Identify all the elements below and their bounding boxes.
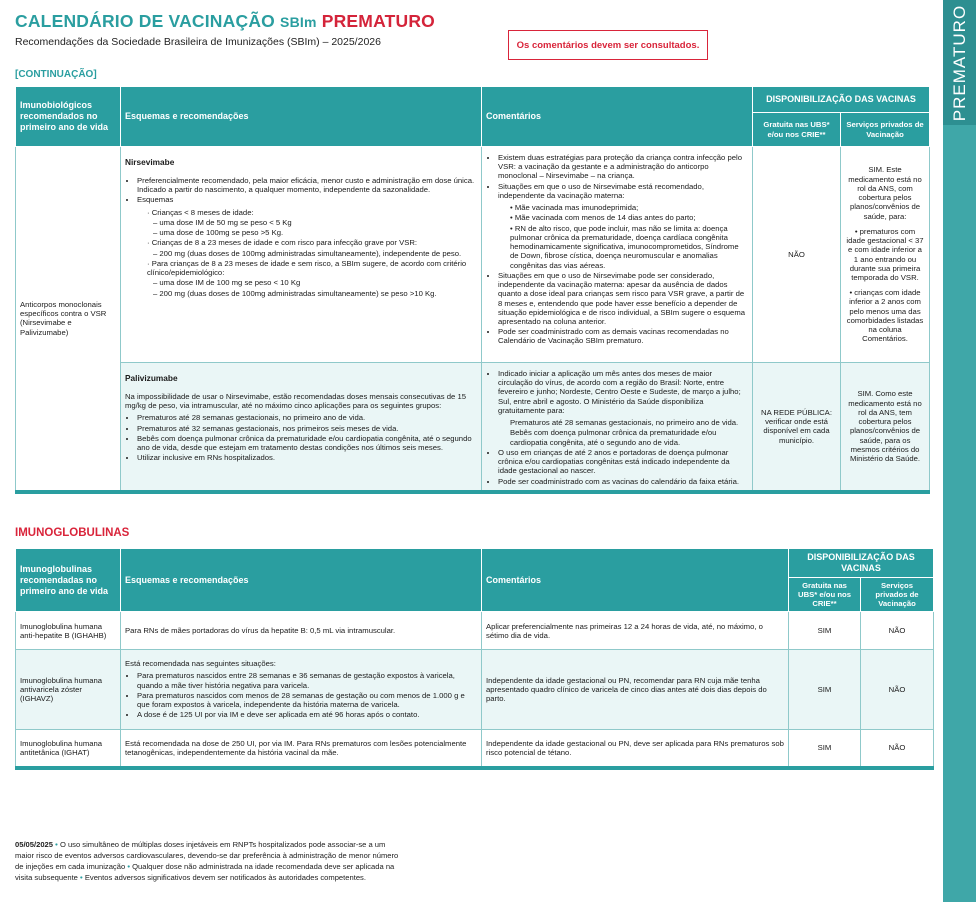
nirsevimabe-schemes	[121, 147, 482, 363]
side-tab-label: PREMATURO	[950, 4, 969, 122]
ig-scheme: Está recomendada na dose de 250 UI, por via IM. Para RNs prematuros com lesões potencialmente tetanogênicas, independentemente da história vacinal da mãe.	[121, 730, 482, 768]
palivizumabe-private: SIM. Como este medicamento está no rol da ANS, tem cobertura pelos planos/convênios de saúde, para os mesmos critérios do Ministério da Saúde.	[841, 363, 930, 492]
immunoglobulin-table	[15, 548, 934, 770]
list-item: • Indicado iniciar a aplicação um mês antes dos meses de maior circulação do vírus, de acordo com a região do Brasil: Norte, entre fevereiro e junho; Nordeste, Centro Oeste e Sudeste, de março a julho; Sul, entre abril e agosto. O Ministério da Saúde disponibiliza gratuitamente para: Prematuros até 28 semanas gestacionais, no primeiro ano de vida. Bebês com doença pulmonar crônica da prematuridade e/ou cardiopatia congênita, até o segundo ano de vida.	[498, 369, 748, 447]
continuation-label: [CONTINUAÇÃO]	[15, 69, 97, 80]
footer-notes	[15, 839, 400, 883]
t1-header-private: Serviços privados de Vacinação	[841, 113, 930, 147]
palivizumabe-schemes	[121, 363, 482, 492]
list-item: – uma dose de 100mg se peso >5 Kg.	[153, 228, 284, 238]
list-item: · Para crianças de 8 a 23 meses de idade e sem risco, a SBIm sugere, de acordo com critério clínico/epidemiológico:	[147, 258, 467, 278]
list-item: – 200 mg (duas doses de 100mg administradas simultaneamente), independente de peso.	[153, 248, 462, 258]
nirsevimabe-private	[841, 147, 930, 363]
list-item: • A dose é de 125 UI por via IM e deve ser aplicada em até 96 horas após o contato.	[137, 710, 477, 719]
list-item: · Crianças < 8 meses de idade:	[147, 207, 254, 217]
t2-header-ubs: Gratuita nas UBS* e/ou nos CRIE**	[789, 577, 861, 612]
side-band	[943, 0, 976, 902]
palivizumabe-intro: Na impossibilidade de usar o Nirsevimabe, estão recomendadas doses mensais consecutivas de 15 mg/kg de peso, via intramuscular, até no máximo cinco aplicações para os seguintes grupos:	[125, 391, 466, 411]
nirsevimabe-comments	[482, 147, 753, 363]
t2-header-availability: DISPONIBILIZAÇÃO DAS VACINAS	[789, 549, 934, 578]
ig-private: NÃO	[861, 612, 934, 650]
title-prematuro: PREMATURO	[321, 11, 435, 31]
list-item: • Mãe vacinada mas imunodeprimida;	[510, 203, 639, 213]
page-subtitle: Recomendações da Sociedade Brasileira de Imunizações (SBIm) – 2025/2026	[15, 36, 381, 48]
footer-bullet: •	[55, 840, 58, 849]
section-title-immunoglobulins: IMUNOGLOBULINAS	[15, 527, 130, 539]
t2-header-immuno: Imunoglobulinas recomendadas no primeiro ano de vida	[16, 549, 121, 612]
list-item: • Prematuros até 28 semanas gestacionais, no primeiro ano de vida.	[137, 413, 477, 422]
list-item: Bebês com doença pulmonar crônica da prematuridade e/ou cardiopatia congênita, até o segundo ano de vida.	[510, 428, 717, 447]
list-item: Prematuros até 28 semanas gestacionais, no primeiro ano de vida.	[510, 418, 739, 428]
footer-bullet: •	[127, 862, 130, 871]
list-item: • Preferencialmente recomendado, pela maior eficácia, menor custo e administração em dose única. Indicado a partir do nascimento, a qualquer momento, independente da sazonalidade.	[137, 176, 477, 194]
t2-header-comments: Comentários	[482, 549, 789, 612]
footer-text: O uso simultâneo de múltiplas doses injetáveis em RNPTs hospitalizados pode associar-se a um maior risco de eventos adversos cardiovasculares, devendo-se dar preferência à administração de menor número de injeções em cada imunização	[15, 840, 399, 871]
title-sbim: SBIm	[280, 14, 317, 30]
list-item: – 200 mg (duas doses de 100mg administradas simultaneamente) se peso >10 Kg.	[153, 288, 437, 298]
ig-scheme	[121, 650, 482, 730]
list-item: – uma dose IM de 50 mg se peso < 5 Kg	[153, 217, 292, 227]
ig-comment: Independente da idade gestacional ou PN, deve ser aplicada para RNs prematuros sob risco potencial de tétano.	[482, 730, 789, 768]
scheme-intro: Está recomendada nas seguintes situações:	[125, 659, 276, 669]
ig-name: Imunoglobulina humana antitetânica (IGHAT)	[16, 730, 121, 768]
ig-private: NÃO	[861, 650, 934, 730]
list-item: • Mãe vacinada com menos de 14 dias antes do parto;	[510, 213, 696, 223]
list-item: · Crianças de 8 a 23 meses de idade e com risco para infecção grave por VSR:	[147, 238, 418, 248]
nirsevimabe-ubs: NÃO	[753, 147, 841, 363]
list-item: • Situações em que o uso de Nirsevimabe está recomendado, independente da vacinação materna: • Mãe vacinada mas imunodeprimida; • Mãe vacinada com menos de 14 dias antes do parto; • RN de alto risco, que pode incluir, mas não se limita a: doença pulmonar crônica da prematuridade, doença cardíaca congênita hemodinamicamente significativa, imunocomprometidos, Síndrome de Down, fibrose cística, doença neuromuscular e anomalias congênitas das vias aéreas.	[498, 182, 748, 270]
t1-header-immuno: Imunobiológicos recomendados no primeiro ano de vida	[16, 87, 121, 147]
ig-private: NÃO	[861, 730, 934, 768]
side-tab	[943, 0, 976, 125]
table-row	[16, 612, 934, 650]
list-item: • Esquemas · Crianças < 8 meses de idade: – uma dose IM de 50 mg se peso < 5 Kg – uma dose de 100mg se peso >5 Kg. · Crianças de 8 a 23 meses de idade e com risco para infecção grave por VSR: – 200 mg (duas doses de 100mg administradas simultaneamente), independente de peso. · Para crianças de 8 a 23 meses de idade e sem risco, a SBIm sugere, de acordo com critério clínico/epidemiológico: – uma dose IM de 100 mg se peso < 10 Kg – 200 mg (duas doses de 100mg administradas simultaneamente) se peso >10 Kg.	[137, 195, 477, 297]
ig-ubs: SIM	[789, 650, 861, 730]
table-row	[16, 730, 934, 768]
list-item: • Bebês com doença pulmonar crônica da prematuridade e/ou cardiopatia congênita, até o segundo ano de vida, desde que estejam em tratamento destas condições nos últimos seis meses.	[137, 434, 477, 452]
list-item: • Existem duas estratégias para proteção da criança contra infecção pelo VSR: a vacinação da gestante e a administração do anticorpo monoclonal – Nirsevimabe – na criança.	[498, 153, 748, 181]
private-text: • prematuros com idade gestacional < 37 e com idade inferior a 1 ano entrando ou durante sua primeira temporada do VSR.	[846, 226, 924, 282]
ig-ubs: SIM	[789, 730, 861, 768]
ig-name: Imunoglobulina humana anti-hepatite B (IGHAHB)	[16, 612, 121, 650]
comments-note-box: Os comentários devem ser consultados.	[508, 30, 708, 60]
list-item: • Para prematuros nascidos entre 28 semanas e 36 semanas de gestação expostos à varicela, quando a mãe tiver história negativa para varicela.	[137, 671, 477, 689]
nirsevimabe-title: Nirsevimabe	[125, 157, 175, 167]
list-item: • RN de alto risco, que pode incluir, mas não se limita a: doença pulmonar crônica da prematuridade, doença cardíaca congênita hemodinamicamente significativa, imunocomprometidos, Síndrome de Down, fibrose cística, doença neuromuscular e anomalias congênitas das vias aéreas.	[510, 223, 739, 270]
ig-scheme: Para RNs de mães portadoras do vírus da hepatite B: 0,5 mL via intramuscular.	[121, 612, 482, 650]
palivizumabe-ubs: NA REDE PÚBLICA: verificar onde está disponível em cada município.	[753, 363, 841, 492]
footer-text: Eventos adversos significativos devem ser notificados às autoridades competentes.	[84, 873, 366, 882]
footer-bullet: •	[80, 873, 83, 882]
list-item: • Situações em que o uso de Nirsevimabe pode ser considerado, independente da vacinação materna: apesar da ausência de dados quanto a dose ideal para crianças sem risco para VSR grave, a partir de 8 meses e, entendendo que pode haver esse benefício a depender de situação epidemiológica e de risco individual, a SBIm sugere o esquema apresentado na coluna anterior.	[498, 271, 748, 326]
list-item: • Prematuros até 32 semanas gestacionais, nos primeiros seis meses de vida.	[137, 424, 477, 433]
private-text: SIM. Este medicamento está no rol da ANS, com cobertura pelos planos/convênios de saúde, para:	[848, 165, 922, 221]
list-item: • O uso em crianças de até 2 anos e portadoras de doença pulmonar crônica e/ou cardiopatias congênitas está indicado independente da idade gestacional ao nascer.	[498, 448, 748, 476]
ig-ubs: SIM	[789, 612, 861, 650]
palivizumabe-comments	[482, 363, 753, 492]
vsr-table	[15, 86, 930, 494]
list-item: • Pode ser coadministrado com as demais vacinas recomendadas no Calendário de Vacinação SBIm prematuro.	[498, 327, 748, 345]
title-main: CALENDÁRIO DE VACINAÇÃO	[15, 11, 275, 31]
palivizumabe-title: Palivizumabe	[125, 373, 178, 383]
ig-name: Imunoglobulina humana antivaricela zóster (IGHAVZ)	[16, 650, 121, 730]
private-text: • crianças com idade inferior a 2 anos com pelo menos uma das comorbidades listadas na coluna Comentários.	[846, 288, 924, 344]
footer-date: 05/05/2025	[15, 840, 54, 849]
t1-header-availability: DISPONIBILIZAÇÃO DAS VACINAS	[753, 87, 930, 113]
t1-header-ubs: Gratuita nas UBS* e/ou nos CRIE**	[753, 113, 841, 147]
t2-header-schemes: Esquemas e recomendações	[121, 549, 482, 612]
table-row	[16, 650, 934, 730]
t1-header-comments: Comentários	[482, 87, 753, 147]
list-item: • Utilizar inclusive em RNs hospitalizados.	[137, 453, 477, 462]
ig-comment: Aplicar preferencialmente nas primeiras 12 a 24 horas de vida, até, no máximo, o sétimo dia de vida.	[482, 612, 789, 650]
list-item: • Para prematuros nascidos com menos de 28 semanas de gestação ou com menos de 1.000 g e que foram expostos à varicela, independente da história materna de varicela.	[137, 691, 477, 709]
ig-comment: Independente da idade gestacional ou PN, recomendar para RN cuja mãe tenha apresentado quadro clínico de varicela de cinco dias antes até dois dias depois do parto.	[482, 650, 789, 730]
vsr-row-label: Anticorpos monoclonais específicos contra o VSR (Nirsevimabe e Palivizumabe)	[16, 147, 121, 492]
page-title	[15, 11, 435, 32]
t2-header-private: Serviços privados de Vacinação	[861, 577, 934, 612]
list-item: – uma dose IM de 100 mg se peso < 10 Kg	[153, 278, 301, 288]
footer-text: Qualquer dose não administrada na idade recomendada deve ser aplicada na visita subsequente	[15, 862, 395, 882]
t1-header-schemes: Esquemas e recomendações	[121, 87, 482, 147]
list-item: • Pode ser coadministrado com as vacinas do calendário da faixa etária.	[498, 477, 748, 486]
